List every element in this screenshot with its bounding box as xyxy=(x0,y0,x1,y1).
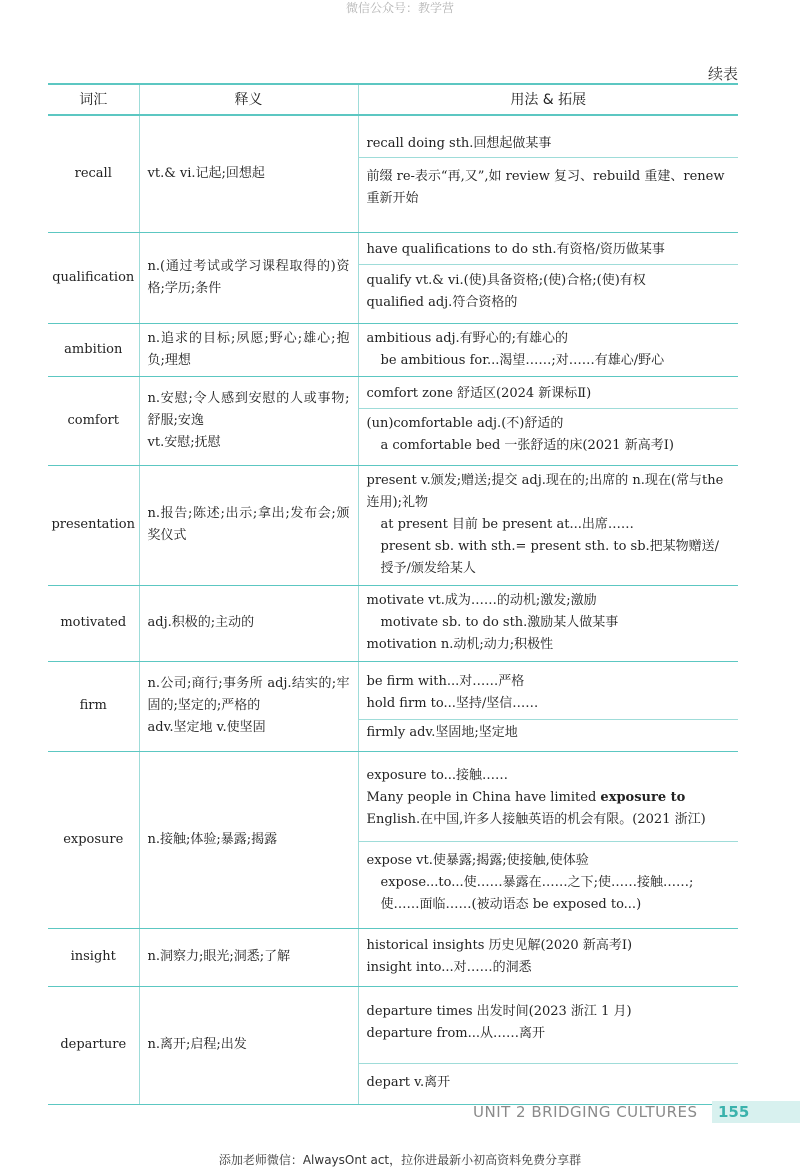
word-cell: exposure xyxy=(48,751,139,928)
watermark-top: 微信公众号：教学营 xyxy=(345,1,454,15)
usage-line: be ambitious for...渴望……;对……有雄心/野心 xyxy=(380,352,665,368)
meaning-line: adj.积极的;主动的 xyxy=(147,615,255,630)
vocabulary-table xyxy=(48,83,738,1105)
header-usage: 用法 & 拓展 xyxy=(358,84,738,115)
usage-segment xyxy=(359,130,739,157)
word-cell: comfort xyxy=(48,376,139,465)
table-row xyxy=(48,585,738,661)
word-cell: presentation xyxy=(48,465,139,585)
usage-line: present sb. with sth.= present sth. to sb.把某物赠送/授予/颁发给某人 xyxy=(380,539,720,576)
table-row xyxy=(48,115,738,232)
meaning-cell xyxy=(139,115,358,232)
usage-cell xyxy=(358,376,738,465)
header-word: 词汇 xyxy=(48,84,139,115)
meaning-line: n.离开;启程;出发 xyxy=(147,1037,247,1052)
usage-cell xyxy=(358,323,738,376)
usage-line: present v.颁发;赠送;提交 adj.现在的;出席的 n.现在(常与the 连用);礼物 xyxy=(366,473,724,510)
usage-line: 前缀 re-表示“再,又”,如 review 复习、rebuild 重建、renew 重新开始 xyxy=(366,168,725,206)
usage-segment xyxy=(359,755,739,841)
usage-cell xyxy=(358,585,738,661)
table-header-row xyxy=(48,84,738,115)
usage-example: Many people in China have limited exposure to English.在中国,许多人接触英语的机会有限。(2021 浙江) xyxy=(366,790,706,827)
meaning-line: n.安慰;令人感到安慰的人或事物;舒服;安逸 xyxy=(147,390,350,428)
usage-segment xyxy=(359,931,739,983)
meaning-line: adv.坚定地 v.使坚固 xyxy=(147,720,266,735)
meaning-line: vt.安慰;抚慰 xyxy=(147,434,221,450)
table-row xyxy=(48,751,738,928)
usage-line: qualify vt.& vi.(使)具备资格;(使)合格;(使)有权 xyxy=(366,273,646,288)
usage-line: departure times 出发时间(2023 浙江 1 月) xyxy=(366,1003,632,1019)
usage-line: insight into...对……的洞悉 xyxy=(366,960,532,975)
usage-line: historical insights 历史见解(2020 新高考Ⅰ) xyxy=(366,938,633,953)
usage-cell xyxy=(358,986,738,1104)
usage-segment xyxy=(359,667,739,719)
table-row xyxy=(48,986,738,1104)
usage-line: (un)comfortable adj.(不)舒适的 xyxy=(366,416,564,431)
usage-segment xyxy=(359,324,739,376)
usage-cell xyxy=(358,232,738,323)
usage-segment xyxy=(359,841,739,924)
meaning-cell xyxy=(139,661,358,751)
watermark-bottom: 添加老师微信：AlwaysOnt act，拉你进最新小初高资料免费分享群 xyxy=(218,1153,582,1167)
usage-line: departure from...从……离开 xyxy=(366,1025,546,1041)
usage-line: firmly adv.坚固地;坚定地 xyxy=(366,724,518,740)
usage-line: at present 目前 be present at...出席…… xyxy=(380,517,634,532)
meaning-cell xyxy=(139,465,358,585)
table-row xyxy=(48,376,738,465)
table-row xyxy=(48,661,738,751)
meaning-cell xyxy=(139,376,358,465)
usage-line: a comfortable bed 一张舒适的床(2021 新高考Ⅰ) xyxy=(380,438,674,453)
usage-line: expose...to...使……暴露在……之下;使……接触……;使……面临……(被动语态 be exposed to...) xyxy=(380,875,694,912)
table-row xyxy=(48,232,738,323)
meaning-cell xyxy=(139,323,358,376)
meaning-cell xyxy=(139,232,358,323)
meaning-cell xyxy=(139,751,358,928)
meaning-line: n.洞察力;眼光;洞悉;了解 xyxy=(147,949,291,964)
continued-label: 续表 xyxy=(708,65,739,83)
table-row xyxy=(48,928,738,986)
usage-segment xyxy=(359,157,739,218)
usage-segment xyxy=(359,466,739,584)
usage-cell xyxy=(358,115,738,232)
usage-line: comfort zone 舒适区(2024 新课标Ⅱ) xyxy=(366,386,592,401)
table-row xyxy=(48,465,738,585)
usage-cell xyxy=(358,751,738,928)
usage-segment xyxy=(359,408,739,461)
usage-line: recall doing sth.回想起做某事 xyxy=(366,135,552,151)
usage-segment xyxy=(359,1063,739,1104)
word-cell: ambition xyxy=(48,323,139,376)
usage-cell xyxy=(358,928,738,986)
usage-segment xyxy=(359,987,739,1063)
header-meaning: 释义 xyxy=(139,84,358,115)
usage-line: motivation n.动机;动力;积极性 xyxy=(366,637,554,652)
meaning-line: n.接触;体验;暴露;揭露 xyxy=(147,831,278,847)
usage-highlight: exposure to xyxy=(600,790,686,805)
usage-line: motivate sb. to do sth.激励某人做某事 xyxy=(380,615,619,630)
meaning-line: vt.& vi.记起;回想起 xyxy=(147,165,265,181)
meaning-cell xyxy=(139,928,358,986)
meaning-cell xyxy=(139,986,358,1104)
footer-unit-title: UNIT 2 BRIDGING CULTURES xyxy=(473,1103,698,1121)
meaning-line: n.报告;陈述;出示;拿出;发布会;颁奖仪式 xyxy=(147,506,350,543)
usage-line: hold firm to...坚持/坚信…… xyxy=(366,695,539,711)
meaning-line: n.公司;商行;事务所 adj.结实的;牢固的;坚定的;严格的 xyxy=(147,676,350,713)
meaning-cell xyxy=(139,585,358,661)
table-row xyxy=(48,323,738,376)
word-cell: motivated xyxy=(48,585,139,661)
word-cell: insight xyxy=(48,928,139,986)
page-number: 155 xyxy=(718,1103,750,1121)
usage-segment xyxy=(359,380,739,408)
usage-segment xyxy=(359,264,739,319)
usage-segment xyxy=(359,236,739,264)
usage-line: have qualifications to do sth.有资格/资历做某事 xyxy=(366,242,665,257)
usage-line: motivate vt.成为……的动机;激发;激励 xyxy=(366,593,597,608)
meaning-line: n.(通过考试或学习课程取得的)资格;学历;条件 xyxy=(147,258,350,296)
usage-line: ambitious adj.有野心的;有雄心的 xyxy=(366,330,569,346)
usage-cell xyxy=(358,465,738,585)
usage-cell xyxy=(358,661,738,751)
word-cell: firm xyxy=(48,661,139,751)
word-cell: recall xyxy=(48,115,139,232)
usage-line: qualified adj.符合资格的 xyxy=(366,295,518,310)
meaning-line: n.追求的目标;夙愿;野心;雄心;抱负;理想 xyxy=(147,330,350,368)
usage-line: exposure to...接触…… xyxy=(366,768,508,783)
word-cell: qualification xyxy=(48,232,139,323)
usage-line: be firm with...对……严格 xyxy=(366,673,525,689)
usage-line: depart v.离开 xyxy=(366,1074,451,1090)
usage-line: expose vt.使暴露;揭露;使接触,使体验 xyxy=(366,853,589,868)
usage-segment xyxy=(359,719,739,746)
usage-segment xyxy=(359,586,739,660)
word-cell: departure xyxy=(48,986,139,1104)
